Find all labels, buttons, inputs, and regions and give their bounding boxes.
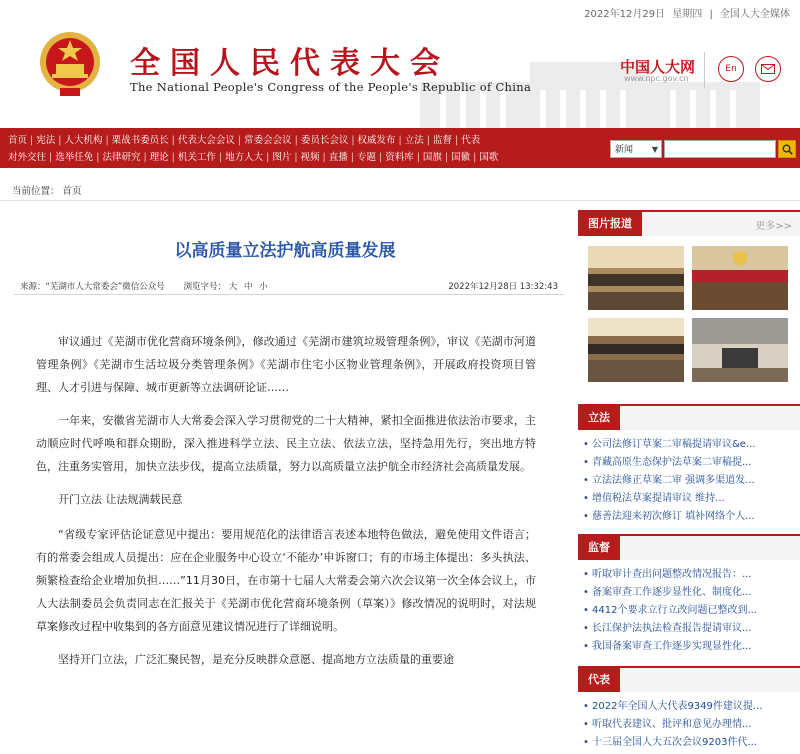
breadcrumb-home[interactable]: 首页: [62, 186, 82, 197]
search-category-value: 新闻: [615, 145, 634, 155]
nav-item[interactable]: 委员长会议: [300, 135, 349, 146]
daibiao-list: [578, 698, 800, 752]
section-title-lifa[interactable]: 立法: [578, 406, 620, 430]
photo-meeting-3[interactable]: [588, 318, 684, 382]
article-source: 来源：“芜湖市人大常委会”微信公众号: [20, 282, 165, 292]
nav-item[interactable]: 国旗: [422, 152, 442, 163]
list-item[interactable]: • 2022年全国人大代表9349件建议提...: [578, 698, 800, 716]
section-title-daibiao[interactable]: 代表: [578, 668, 620, 692]
nav-separator: |: [444, 152, 449, 163]
nav-separator: |: [237, 135, 242, 146]
nav-row-2: [8, 149, 498, 165]
site-subtitle: The National People's Congress of the People's Republic of China: [130, 80, 532, 94]
search-box: [610, 140, 796, 158]
list-item[interactable]: • 4412个要求立行立改问题已整改到...: [578, 602, 800, 620]
list-item[interactable]: • 十三届全国人大五次会议9203件代...: [578, 734, 800, 752]
nav-item[interactable]: 选举任免: [55, 152, 94, 163]
meta-divider: [14, 294, 564, 295]
nav-item[interactable]: 首页: [8, 135, 28, 146]
nav-item[interactable]: 人大机构: [64, 135, 103, 146]
main-nav: [0, 128, 800, 168]
search-category-select[interactable]: [610, 140, 662, 158]
nav-separator: |: [49, 152, 53, 163]
breadcrumb-label: 当前位置：: [12, 186, 60, 197]
section-title-pictures[interactable]: 图片报道: [578, 212, 642, 236]
font-size-large[interactable]: 大: [228, 282, 238, 292]
section-header-jiandu: [578, 534, 800, 560]
nav-separator: |: [105, 135, 109, 146]
chevron-down-icon: ▼: [651, 145, 658, 154]
top-info: [580, 5, 790, 20]
list-item[interactable]: • 慈善法迎来初次修订 填补网络个人...: [578, 508, 800, 526]
nav-item[interactable]: 资料库: [385, 152, 414, 163]
nav-separator: |: [218, 152, 223, 163]
nav-item[interactable]: 对外交往: [8, 152, 47, 163]
nav-separator: |: [143, 152, 147, 163]
search-icon: [782, 144, 793, 155]
nav-separator: |: [294, 152, 298, 163]
nav-separator: |: [96, 152, 100, 163]
font-size-small[interactable]: 小: [259, 282, 268, 292]
nav-item[interactable]: 代表大会会议: [177, 135, 235, 146]
nav-item[interactable]: 图片: [272, 152, 292, 163]
nav-separator: |: [416, 152, 420, 163]
list-item[interactable]: • 备案审查工作逐步显性化、制度化...: [578, 584, 800, 602]
photo-meeting-1[interactable]: [588, 246, 684, 310]
nav-separator: |: [378, 152, 383, 163]
breadcrumb-divider: [0, 200, 800, 201]
article-paragraph: 审议通过《芜湖市优化营商环境条例》，修改通过《芜湖市建筑垃圾管理条例》，审议《芜湖市河道管理条例》《芜湖市生活垃圾分类管理条例》《芜湖市住宅小区物业管理条例》，开展政府投资项目管理、人才引进与保障、城市更新等立法调研论证……: [36, 335, 536, 394]
article-subheading: 开门立法 让法规满载民意: [58, 493, 183, 506]
nav-item[interactable]: 栗战书委员长: [111, 135, 169, 146]
nav-separator: |: [266, 152, 270, 163]
npc-logo[interactable]: 中国人大网: [620, 58, 696, 76]
lifa-list: [578, 436, 800, 526]
nav-separator: |: [171, 135, 175, 146]
current-date: 2022年12月29日: [584, 9, 666, 20]
font-size-medium[interactable]: 中: [243, 282, 253, 292]
list-item[interactable]: • 长江保护法执法检查报告提请审议...: [578, 620, 800, 638]
article-paragraph: “省级专家评估论证意见中提出：要用规范化的法律语言表述本地特色做法，避免使用文件语言；有的常委会组成人员提出：应在企业服务中心设立‘不能办’申诉窗口；有的市场主体提出：多头执法、频繁检查给企业增加负担……”11月30日，在市第十七届人大常委会第六次会议第一次全体会议上，市人大法制委员会负责同志在汇报关于《芜湖市优化营商环境条例（草案）》修改情况的说明时，对法规草案修改过程中收集到的各方面意见建议情况进行了详细说明。: [36, 528, 536, 633]
top-info-bar: [0, 0, 800, 22]
article-meta: [20, 280, 558, 292]
nav-separator: |: [351, 135, 355, 146]
nav-item[interactable]: 专题: [356, 152, 376, 163]
nav-item[interactable]: 机关工作: [177, 152, 216, 163]
search-input[interactable]: [664, 140, 776, 158]
article-paragraph: 坚持开门立法，广泛汇聚民智，是充分反映群众意愿、提高地方立法质量的重要途: [58, 653, 454, 666]
list-item[interactable]: • 我国备案审查工作逐步实现显性化...: [578, 638, 800, 656]
list-item[interactable]: • 增值税法草案提请审议 维持...: [578, 490, 800, 508]
nav-item[interactable]: 代表: [461, 135, 481, 146]
nav-item[interactable]: 宪法: [36, 135, 56, 146]
nav-item[interactable]: 常委会会议: [244, 135, 292, 146]
site-header: [0, 22, 800, 128]
nav-separator: |: [398, 135, 402, 146]
nav-item[interactable]: 立法: [404, 135, 424, 146]
nav-item[interactable]: 地方人大: [225, 152, 264, 163]
search-button[interactable]: [778, 140, 796, 158]
article-paragraph: 一年来，安徽省芜湖市人大常委会深入学习贯彻党的二十大精神，紧扣全面推进依法治市要求，主动顺应时代呼唤和群众期盼，深入推进科学立法、民主立法、依法立法，坚持急用先行，突出地方特色，注重务实管用，加快立法步伐，提高立法质量，努力以高质量立法护航全市经济社会高质量发展。: [36, 414, 536, 473]
header-divider: [704, 52, 705, 88]
section-header-lifa: [578, 404, 800, 430]
site-title: 全国人民代表大会: [130, 46, 450, 81]
article-datetime: 2022年12月28日 13:32:43: [448, 282, 558, 292]
article-title: 以高质量立法护航高质量发展: [174, 241, 396, 261]
nav-item[interactable]: 国徽: [451, 152, 471, 163]
article-body: [36, 330, 536, 681]
photo-meeting-4[interactable]: [692, 318, 788, 382]
nav-item[interactable]: 理论: [149, 152, 169, 163]
nav-item[interactable]: 视频: [300, 152, 320, 163]
section-header-daibiao: [578, 666, 800, 692]
nav-item[interactable]: 法律研究: [102, 152, 141, 163]
media-link[interactable]: 全国人大全媒体: [720, 9, 790, 20]
national-emblem-icon: [38, 30, 102, 98]
nav-separator: |: [322, 152, 326, 163]
nav-row-1: [8, 132, 480, 148]
english-button[interactable]: En: [718, 56, 744, 82]
list-item[interactable]: • 公司法修订草案二审稿提请审议&e...: [578, 436, 800, 454]
separator: |: [709, 9, 713, 20]
nav-item[interactable]: 监督: [432, 135, 452, 146]
nav-item[interactable]: 国歌: [479, 152, 499, 163]
npc-url: www.npc.gov.cn: [624, 74, 689, 83]
font-size-label: 浏览字号：: [183, 282, 227, 292]
section-title-jiandu[interactable]: 监督: [578, 536, 620, 560]
mail-button[interactable]: [755, 56, 781, 82]
jiandu-list: [578, 566, 800, 656]
nav-separator: |: [454, 135, 459, 146]
nav-separator: |: [426, 135, 430, 146]
list-item[interactable]: • 听取审计查出问题整改情况报告：...: [578, 566, 800, 584]
breadcrumb: [12, 183, 82, 197]
mail-icon: [761, 64, 775, 74]
nav-separator: |: [30, 135, 34, 146]
photo-meeting-2[interactable]: [692, 246, 788, 310]
current-weekday: 星期四: [672, 9, 703, 20]
nav-item[interactable]: 直播: [328, 152, 348, 163]
more-link[interactable]: 更多>>: [755, 221, 792, 232]
list-item[interactable]: • 青藏高原生态保护法草案二审稿提...: [578, 454, 800, 472]
list-item[interactable]: • 立法法修正草案二审 强调多渠道发...: [578, 472, 800, 490]
nav-separator: |: [350, 152, 354, 163]
list-item[interactable]: • 听取代表建议、批评和意见办理情...: [578, 716, 800, 734]
nav-item[interactable]: 权威发布: [357, 135, 396, 146]
nav-separator: |: [58, 135, 62, 146]
nav-separator: |: [473, 152, 477, 163]
nav-separator: |: [171, 152, 175, 163]
section-header-pictures: [578, 210, 800, 236]
nav-separator: |: [294, 135, 298, 146]
